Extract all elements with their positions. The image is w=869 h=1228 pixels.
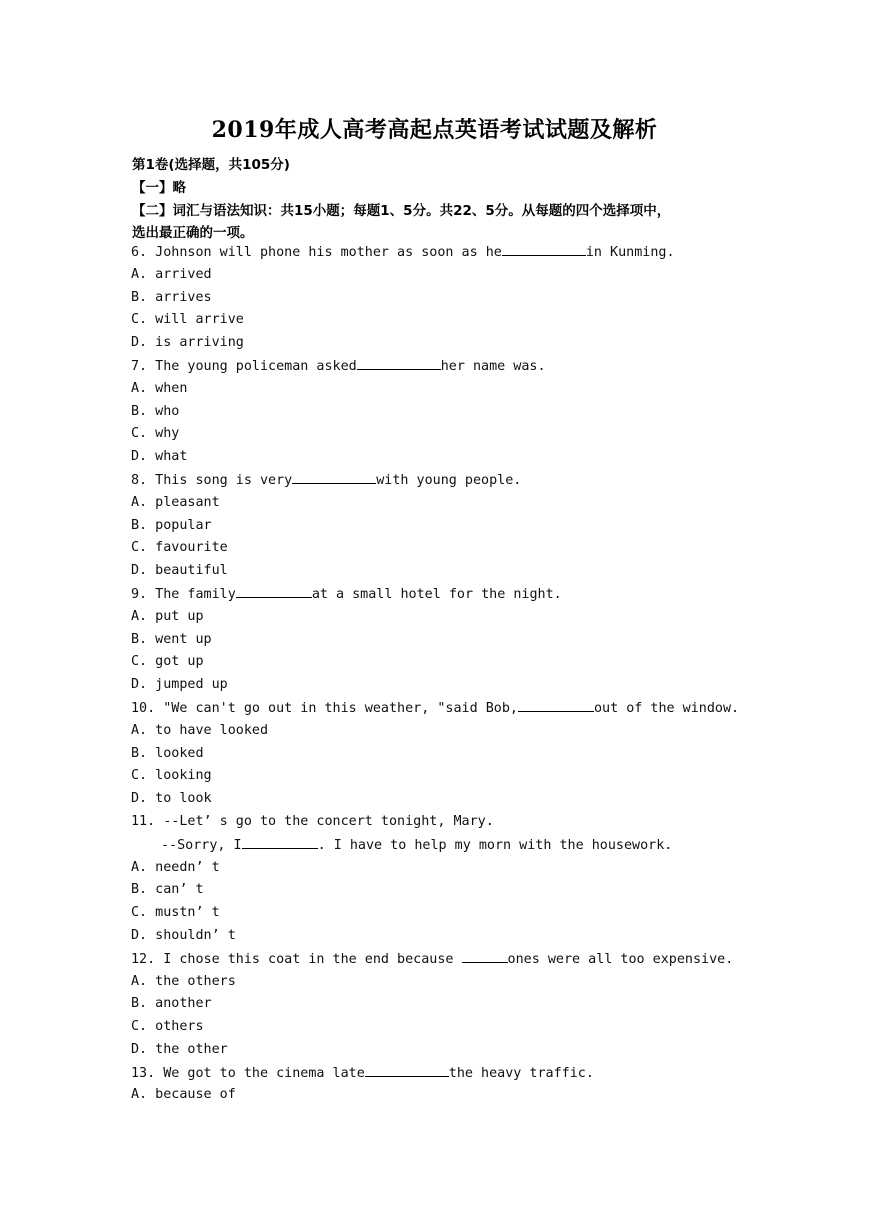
question-10-text-end: out of the window. xyxy=(593,700,740,716)
answer-blank xyxy=(518,697,594,712)
section-heading: 第1卷(选择题，共105分) xyxy=(132,157,290,173)
option-c: C. others xyxy=(131,1019,204,1035)
option-c: C. mustn’ t xyxy=(131,905,220,921)
part-one-heading: 【一】略 xyxy=(132,180,186,196)
answer-blank xyxy=(292,469,376,484)
question-list xyxy=(131,241,771,1107)
option-b: B. can’ t xyxy=(131,882,204,898)
option-b: B. popular xyxy=(131,517,212,533)
part-two-instructions-line2: 选出最正确的一项。 xyxy=(132,225,254,241)
question-8-text-end: with young people. xyxy=(376,472,522,488)
option-d: D. jumped up xyxy=(131,677,228,693)
option-a: A. put up xyxy=(131,608,204,624)
option-c: C. got up xyxy=(131,654,204,670)
question-13-text: 13. We got to the cinema late xyxy=(131,1065,365,1081)
option-a: A. pleasant xyxy=(131,494,220,510)
question-9-text: 9. The family xyxy=(131,586,236,602)
option-d: D. the other xyxy=(131,1041,228,1057)
option-c: C. looking xyxy=(131,768,212,784)
option-b: B. another xyxy=(131,996,212,1012)
option-b: B. went up xyxy=(131,631,212,647)
question-11-text-end: . I have to help my morn with the housework. xyxy=(317,837,673,853)
option-d: D. what xyxy=(131,449,188,465)
option-a: A. to have looked xyxy=(131,722,269,738)
option-a: A. when xyxy=(131,380,188,396)
answer-blank xyxy=(502,241,586,256)
option-c: C. favourite xyxy=(131,540,228,556)
answer-blank xyxy=(236,583,312,598)
question-8-text: 8. This song is very xyxy=(131,472,293,488)
question-12-stem xyxy=(131,948,771,971)
question-6-text-end: in Kunming. xyxy=(585,245,675,260)
option-d: D. to look xyxy=(131,791,212,807)
part-two-instructions-line1: 【二】词汇与语法知识：共15小题；每题1、5分。共22、5分。从每题的四个选择项中， xyxy=(132,203,671,219)
question-9-text-end: at a small hotel for the night. xyxy=(311,586,562,602)
option-d: D. is arriving xyxy=(131,335,244,351)
question-10-text: 10. "We can't go out in this weather, "said Bob, xyxy=(131,700,518,716)
option-b: B. who xyxy=(131,403,180,419)
question-7-text-end: her name was. xyxy=(440,358,546,374)
option-a: A. the others xyxy=(131,973,236,989)
answer-blank xyxy=(242,834,318,849)
option-a: A. needn’ t xyxy=(131,859,220,875)
answer-blank xyxy=(357,355,441,370)
question-8-stem xyxy=(131,469,771,492)
question-11-stem: 11. --Let’ s go to the concert tonight, Mary. xyxy=(131,813,494,829)
document-title: 2019年成人高考高起点英语考试试题及解析 xyxy=(211,117,658,143)
question-6-text: 6. Johnson will phone his mother as soon as he xyxy=(131,245,502,260)
option-a: A. arrived xyxy=(131,266,212,282)
question-9-stem xyxy=(131,583,771,606)
question-11-text: --Sorry, I xyxy=(161,837,242,853)
option-c: C. will arrive xyxy=(131,312,244,328)
question-13-text-end: the heavy traffic. xyxy=(448,1065,594,1081)
option-c: C. why xyxy=(131,426,180,442)
answer-blank xyxy=(462,948,508,963)
question-12-text: 12. I chose this coat in the end because xyxy=(131,951,462,967)
question-13-stem xyxy=(131,1062,771,1085)
option-d: D. shouldn’ t xyxy=(131,927,236,943)
answer-blank xyxy=(365,1062,449,1077)
option-b: B. arrives xyxy=(131,289,212,305)
option-a: A. because of xyxy=(131,1087,236,1103)
question-6-stem xyxy=(131,241,771,264)
question-7-stem xyxy=(131,355,771,378)
question-12-text-end: ones were all too expensive. xyxy=(507,951,734,967)
question-7-text: 7. The young policeman asked xyxy=(131,358,357,374)
option-d: D. beautiful xyxy=(131,563,228,579)
question-11-reply xyxy=(131,834,771,857)
question-10-stem xyxy=(131,697,771,720)
option-b: B. looked xyxy=(131,745,204,761)
